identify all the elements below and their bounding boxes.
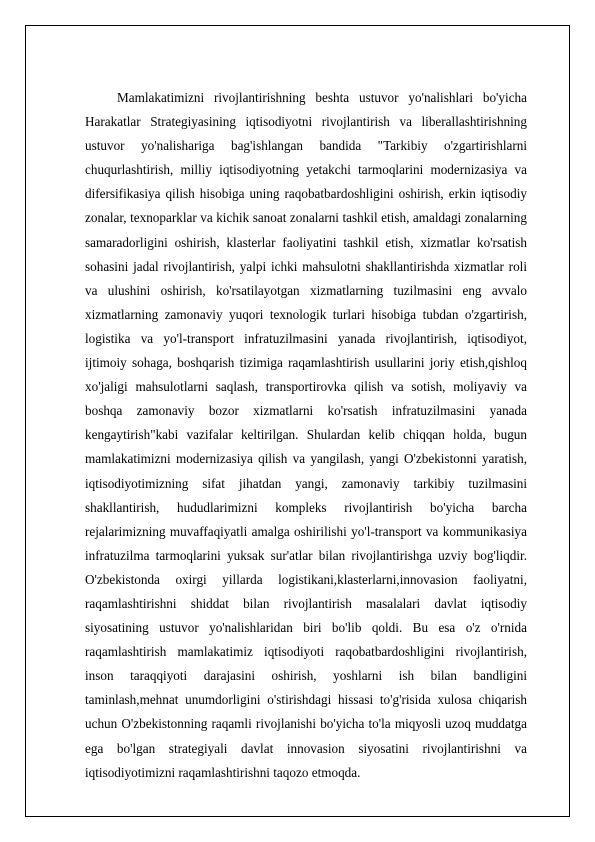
body-paragraph: Mamlakatimizni rivojlantirishning beshta ustuvor yo'nalishlari bo'yicha Harakatlar Strategiyasining iqtisodiyotni rivojlantirish va liberallashtirishning ustuvor yo'nalishariga bag'ishlangan bandida "Tarkibiy o'zgartirishlarni chuqurlashtirish, milliy iqtisodiyotning yetakchi tarmoqlarini modernizasiya va difersifikasiya qilish hisobiga uning raqobatbardoshligini oshirish, erkin iqtisodiy zonalar, texnoparklar va kichik sanoat zonalarni tashkil etish, amaldagi zonalarning samaradorligini oshirish, klasterlar faoliyatini tashkil etish, xizmatlar ko'rsatish sohasini jadal rivojlantirish, yalpi ichki mahsulotni shakllantirishda xizmatlar roli va ulushini oshirish, ko'rsatilayotgan xizmatlarning tuzilmasini eng avvalo xizmatlarning zamonaviy yuqori texnologik turlari hisobiga tubdan o'zgartirish, logistika va yo'l-transport infratuzilmasini yanada rivojlantirish, iqtisodiyot, ijtimoiy sohaga, boshqarish tizimiga raqamlashtirish usullarini joriy etish,qishloq xo'jaligi mahsulotlarni saqlash, transportirovka qilish va sotish, moliyaviy va boshqa zamonaviy bozor xizmatlarni ko'rsatish infratuzilmasini yanada kengaytirish"kabi vazifalar keltirilgan. Shulardan kelib chiqqan holda, bugun mamlakatimizni modernizasiya qilish va yangilash, yangi O'zbekistonni yaratish, iqtisodiyotimizning sifat jihatdan yangi, zamonaviy tarkibiy tuzilmasini shakllantirish, hududlarimizni kompleks rivojlantirish bo'yicha barcha rejalarimizning muvaffaqiyatli amalga oshirilishi yo'l-transport va kommunikasiya infratuzilma tarmoqlarini yuksak sur'atlar bilan rivojlantirishga uzviy bog'liqdir. O'zbekistonda oxirgi yillarda logistikani,klasterlarni,innovasion faoliyatni, raqamlashtirishni shiddat bilan rivojlantirish masalalari davlat iqtisodiy siyosatining ustuvor yo'nalishlaridan biri bo'lib qoldi. Bu esa o'z o'rnida raqamlashtirish mamlakatimiz iqtisodiyoti raqobatbardoshligini rivojlantirish, inson taraqqiyoti darajasini oshirish, yoshlarni ish bilan bandligini taminlash,mehnat unumdorligini o'stirishdagi hissasi to'g'risida xulosa chiqarish uchun O'zbekistonning raqamli rivojlanishi bo'yicha to'la miqyosli uzoq muddatga ega bo'lgan strategiyali davlat innovasion siyosatini rivojlantirishni va iqtisodiyotimizni raqamlashtirishni taqozo etmoqda. bbox=[85, 90, 527, 780]
